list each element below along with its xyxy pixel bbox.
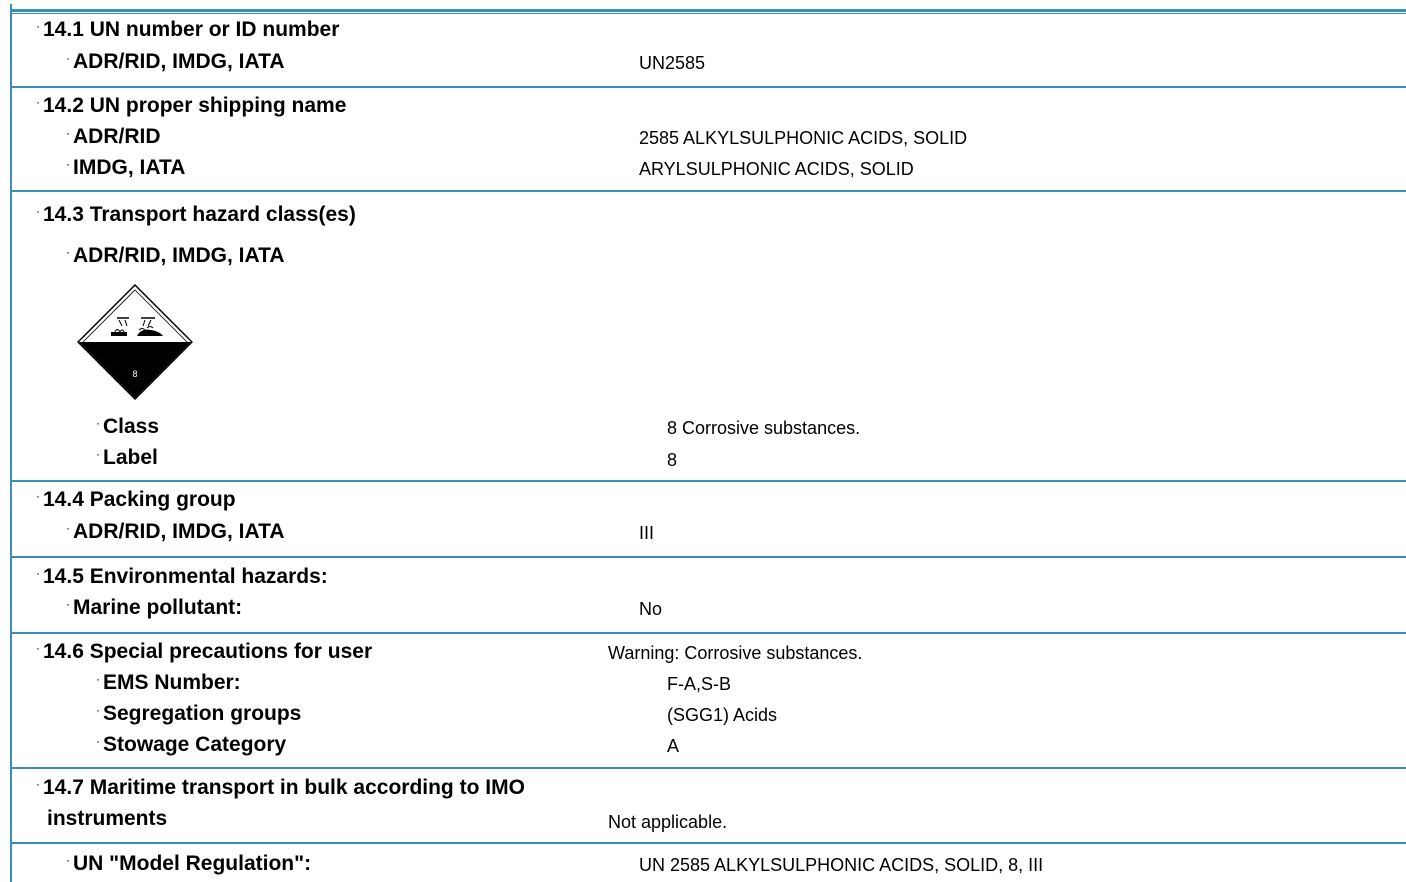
marine-pollutant-label: · Marine pollutant:: [66, 596, 243, 619]
ems-number-label: · EMS Number:: [96, 671, 241, 694]
section-14-7-heading-line2: instruments: [47, 807, 168, 830]
class-label: · Class: [96, 415, 160, 438]
section-14-1-heading: · 14.1 UN number or ID number: [36, 18, 340, 41]
label-label: · Label: [96, 446, 158, 469]
shipping-name-label-imdg: · IMDG, IATA: [66, 156, 186, 179]
bulk-transport-value: Not applicable.: [608, 812, 728, 832]
section-divider: [10, 556, 1406, 558]
section-14-1-label: · ADR/RID, IMDG, IATA: [66, 50, 285, 73]
special-precautions-value: Warning: Corrosive substances.: [608, 643, 863, 663]
un-model-regulation-label: · UN "Model Regulation":: [66, 852, 312, 875]
ems-number-value: F-A,S-B: [667, 674, 732, 694]
shipping-name-value-imdg: ARYLSULPHONIC ACIDS, SOLID: [639, 159, 914, 179]
section-14-4-heading: · 14.4 Packing group: [36, 488, 236, 511]
top-rule: [12, 9, 1406, 12]
section-14-7-heading: · 14.7 Maritime transport in bulk according to IMO: [36, 776, 525, 799]
marine-pollutant-value: No: [639, 599, 663, 619]
hazard-class-modes-label: · ADR/RID, IMDG, IATA: [66, 244, 285, 267]
shipping-name-label-adr: · ADR/RID: [66, 125, 161, 148]
section-divider: [10, 86, 1406, 88]
stowage-category-value: A: [667, 736, 680, 756]
packing-group-label: · ADR/RID, IMDG, IATA: [66, 520, 285, 543]
section-divider: [10, 767, 1406, 769]
section-14-2-heading: · 14.2 UN proper shipping name: [36, 94, 347, 117]
section-divider: [10, 632, 1406, 634]
top-rule-thin: [12, 13, 1406, 14]
un-number-value: UN2585: [639, 53, 706, 73]
section-14-6-heading: · 14.6 Special precautions for user: [36, 640, 373, 663]
shipping-name-value-adr: 2585 ALKYLSULPHONIC ACIDS, SOLID: [639, 128, 968, 148]
section-divider: [10, 190, 1406, 192]
section-divider: [10, 842, 1406, 844]
label-value: 8: [667, 450, 678, 470]
section-14-3-heading: · 14.3 Transport hazard class(es): [36, 203, 356, 226]
segregation-groups-value: (SGG1) Acids: [667, 705, 778, 725]
stowage-category-label: · Stowage Category: [96, 733, 287, 756]
class-value: 8 Corrosive substances.: [667, 418, 861, 438]
un-model-regulation-value: UN 2585 ALKYLSULPHONIC ACIDS, SOLID, 8, III: [639, 855, 1044, 875]
section-divider: [10, 480, 1406, 482]
packing-group-value: III: [639, 523, 655, 543]
corrosive-hazard-diamond-icon: [77, 284, 193, 400]
pictogram-class-number: 8: [132, 369, 138, 379]
section-14-5-heading: · 14.5 Environmental hazards:: [36, 565, 328, 588]
segregation-groups-label: · Segregation groups: [96, 702, 302, 725]
